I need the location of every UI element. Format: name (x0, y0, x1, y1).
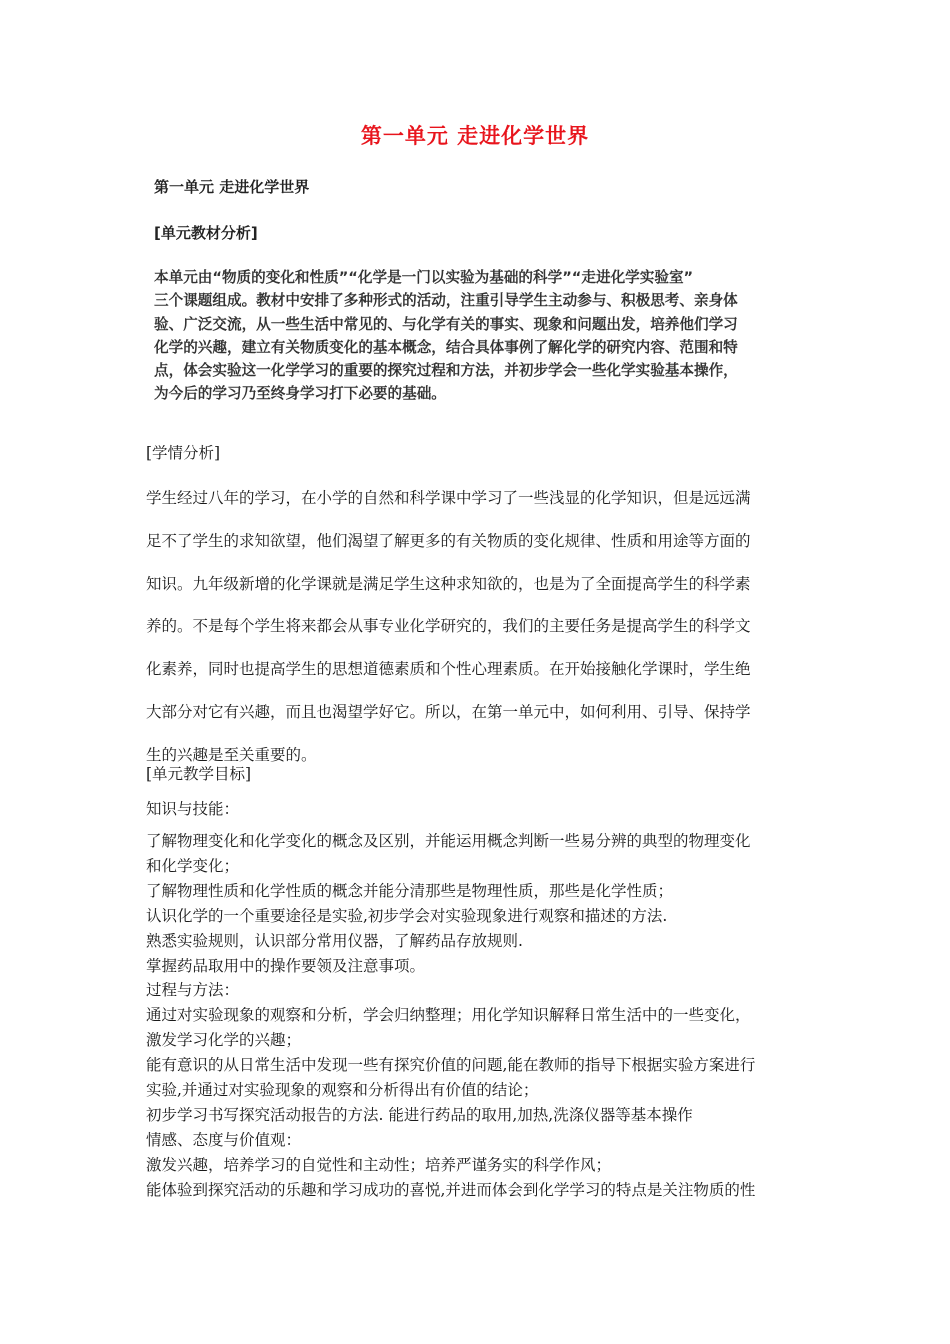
intro-line: 点，体会实验这一化学学习的重要的探究过程和方法，并初步学会一些化学实验基本操作， (154, 362, 738, 380)
goal-line: 激发兴趣，培养学习的自觉性和主动性；培养严谨务实的科学作风； (146, 1155, 612, 1174)
process-heading: 过程与方法： (146, 981, 240, 1000)
knowledge-heading: 知识与技能： (146, 800, 240, 818)
goals-list (146, 829, 810, 1203)
goal-line: 掌握药品取用中的操作要领及注意事项。 (146, 956, 426, 975)
intro-line: 三个课题组成。教材中安排了多种形式的活动，注重引导学生主动参与、积极思考、亲身体 (154, 292, 738, 310)
goal-line: 激发学习化学的兴趣； (146, 1031, 302, 1050)
goal-line: 通过对实验现象的观察和分析，学会归纳整理；用化学知识解释日常生活中的一些变化， (146, 1006, 751, 1025)
goal-line: 能有意识的从日常生活中发现一些有探究价值的问题,能在教师的指导下根据实验方案进行 (146, 1056, 756, 1075)
intro-line: 为今后的学习乃至终身学习打下必要的基础。 (154, 385, 446, 403)
attitude-heading: 情感、态度与价值观： (146, 1130, 302, 1149)
situation-line: 足不了学生的求知欲望，他们渴望了解更多的有关物质的变化规律、性质和用途等方面的 (146, 531, 751, 550)
goal-line: 初步学习书写探究活动报告的方法. 能进行药品的取用,加热,洗涤仪器等基本操作 (146, 1105, 693, 1124)
situation-line: 大部分对它有兴趣，而且也渴望学好它。所以，在第一单元中，如何利用、引导、保持学 (146, 702, 751, 721)
goal-line: 能体验到探究活动的乐趣和学习成功的喜悦,并进而体会到化学学习的特点是关注物质的性 (146, 1180, 756, 1199)
page-title: 第一单元 走进化学世界 (360, 124, 590, 148)
goal-line: 了解物理变化和化学变化的概念及区别，并能运用概念判断一些易分辨的典型的物理变化 (146, 832, 751, 850)
intro-line: 化学的兴趣，建立有关物质变化的基本概念，结合具体事例了解化学的研究内容、范围和特 (154, 338, 738, 356)
goal-line: 认识化学的一个重要途径是实验,初步学会对实验现象进行观察和描述的方法. (146, 906, 668, 925)
situation-line: 养的。不是每个学生将来都会从事专业化学研究的，我们的主要任务是提高学生的科学文 (146, 617, 751, 636)
goal-line: 和化学变化； (146, 856, 240, 875)
unit-subtitle: 第一单元 走进化学世界 (154, 178, 310, 196)
situation-heading: [学情分析] (146, 444, 221, 462)
intro-line: 验、广泛交流，从一些生活中常见的、与化学有关的事实、现象和问题出发，培养他们学习 (154, 315, 738, 333)
analysis-heading: [单元教材分析] (154, 224, 258, 242)
goal-line: 了解物理性质和化学性质的概念并能分清那些是物理性质，那些是化学性质； (146, 881, 674, 900)
intro-paragraph (154, 266, 804, 406)
situation-line: 学生经过八年的学习，在小学的自然和科学课中学习了一些浅显的化学知识，但是远远满 (146, 489, 751, 507)
situation-line: 生的兴趣是至关重要的。 (146, 745, 317, 764)
situation-line: 知识。九年级新增的化学课就是满足学生这种求知欲的，也是为了全面提高学生的科学素 (146, 574, 751, 593)
goal-line: 实验,并通过对实验现象的观察和分析得出有价值的结论； (146, 1081, 539, 1100)
situation-paragraph (146, 477, 810, 777)
situation-line: 化素养，同时也提高学生的思想道德素质和个性心理素质。在开始接触化学课时，学生绝 (146, 660, 751, 679)
goals-heading: [单元教学目标] (146, 765, 252, 783)
goal-line: 熟悉实验规则，认识部分常用仪器，了解药品存放规则. (146, 931, 523, 950)
intro-line: 本单元由“物质的变化和性质”“化学是一门以实验为基础的科学”“走进化学实验室” (154, 269, 694, 286)
